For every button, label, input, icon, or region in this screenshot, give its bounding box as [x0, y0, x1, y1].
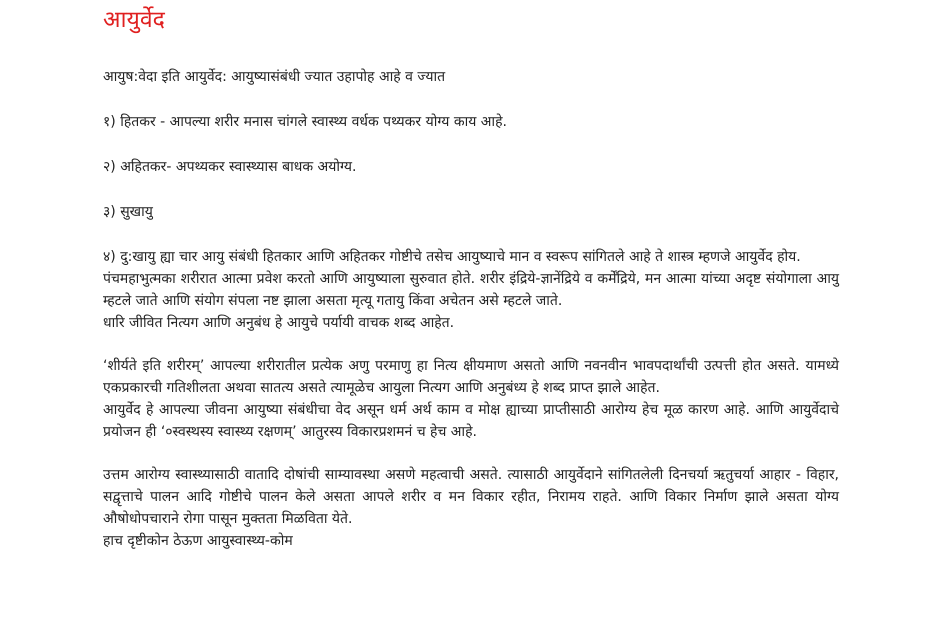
- paragraph-spacer: [103, 443, 839, 464]
- body-paragraph: आयुर्वेद हे आपल्या जीवना आयुष्या संबंधीचा वेद असून धर्म अर्थ काम व मोक्ष ह्याच्या प्राप्तीसाठी आरोग्य हेच मूळ कारण आहे. आणि आयुर्वेदाचे प्रयोजन ही ‘०स्वस्थस्य स्वास्थ्य रक्षणम्’ आतुरस्य विकारप्रशमनं च हेच आहे.: [103, 402, 839, 440]
- paragraph-spacer: [103, 88, 839, 111]
- point-3-paragraph: ३) सुखायु: [103, 204, 153, 220]
- point-4-paragraph: ४) दु:खायु ह्या चार आयु संबंधी हितकार आणि अहितकर गोष्टीचे तसेच आयुष्याचे मान व स्वरूप सांगितले आहे ते शास्त्र म्हणजे आयुर्वेद होय.: [103, 249, 801, 265]
- paragraph-spacer: [103, 133, 839, 156]
- article-body: [103, 66, 839, 552]
- paragraph-spacer: [103, 223, 839, 246]
- article-title: आयुर्वेद: [103, 7, 165, 33]
- point-1-paragraph: १) हितकर - आपल्या शरीर मनास चांगले स्वास्थ्य वर्धक पथ्यकर योग्य काय आहे.: [103, 114, 507, 130]
- body-paragraph: हाच दृष्टीकोन ठेऊण आयुस्वास्थ्य-कोम: [103, 533, 293, 549]
- point-2-paragraph: २) अहितकर- अपथ्यकर स्वास्थ्यास बाधक अयोग्य.: [103, 159, 357, 175]
- body-paragraph: पंचमहाभुत्मका शरीरात आत्मा प्रवेश करतो आणि आयुष्याला सुरुवात होते. शरीर इंद्रिये-ज्ञानेंद्रिये व कर्मेंद्रिये, मन आत्मा यांच्या अदृष्ट संयोगाला आयु म्हटले जाते आणि संयोग संपला नष्ट झाला असता मृत्यू गतायु किंवा अचेतन असे म्हटले जाते.: [103, 271, 839, 309]
- body-paragraph: धारि जीवित नित्यग आणि अनुबंध हे आयुचे पर्यायी वाचक शब्द आहेत.: [103, 315, 455, 331]
- body-paragraph: उत्तम आरोग्य स्वास्थ्यासाठी वातादि दोषांची साम्यावस्था असणे महत्वाची असते. त्यासाठी आयुर्वेदाने सांगितलेली दिनचर्या ऋतुचर्या आहार - विहार, सद्वृत्ताचे पालन आदि गोष्टीचे पालन केले असता आपले शरीर व मन विकार रहीत, निरामय राहते. आणि विकार निर्माण झाले असता योग्य औषोधोपचाराने रोगा पासून मुक्तता मिळविता येते.: [103, 467, 839, 527]
- paragraph-spacer: [103, 334, 839, 355]
- paragraph-spacer: [103, 178, 839, 201]
- intro-paragraph: आयुष:वेदा इति आयुर्वेद: आयुष्यासंबंधी ज्यात उहापोह आहे व ज्यात: [103, 69, 446, 85]
- body-paragraph: ‘शीर्यते इति शरीरम्’ आपल्या शरीरातील प्रत्येक अणु परमाणु हा नित्य क्षीयमाण असतो आणि नवनवीन भावपदार्थांची उत्पत्ती होत असते. यामध्ये एकप्रकारची गतिशीलता अथवा सातत्य असते त्यामूळेच आयुला नित्यग आणि अनुबंध्य हे शब्द प्राप्त झाले आहेत.: [103, 358, 839, 396]
